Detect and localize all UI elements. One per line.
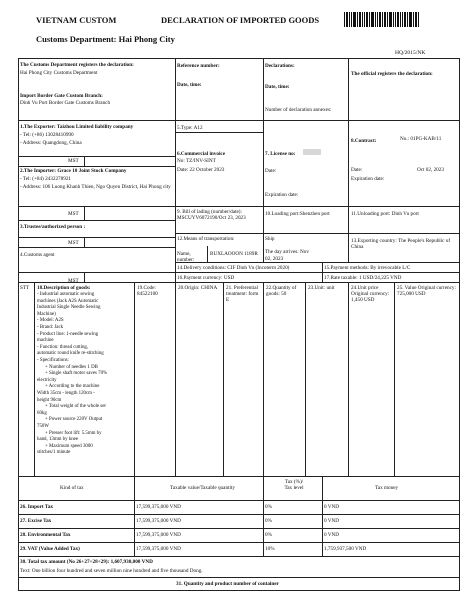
goods-code: 19.Code: 84522100 — [137, 285, 158, 298]
tax-header-rate: Tax (%)/ Tax level — [284, 479, 304, 492]
goods-description-line: machine — [37, 338, 54, 344]
contract-expiration: Expiration date: — [351, 176, 385, 182]
goods-description-line: - Specifications: — [37, 358, 69, 363]
tax-row-kind: 29. VAT (Value Added Tax) — [20, 546, 80, 552]
means-of-transport-label: 12.Means of transportation: — [177, 236, 235, 242]
goods-origin: 20.Origin: CHINA — [178, 285, 218, 291]
importer-tel: - Tel: (+84) 2432278921 — [20, 176, 72, 182]
goods-description-line: machines (Jack A2S Automatic — [37, 298, 99, 304]
ship-name-label: Name, number: — [177, 251, 195, 264]
arrival-label: The day arrives: Nov — [265, 249, 309, 255]
tax-row-divider — [18, 528, 460, 529]
goods-description-line: + Total weight of the whole set — [45, 404, 106, 410]
tax-row-kind: 27. Excise Tax — [20, 518, 52, 524]
tax-row-value: 17,599,375,000 VND — [136, 546, 181, 552]
goods-description-line: 750W — [37, 424, 49, 429]
goods-description-line: - Industrial automatic sewing — [37, 292, 95, 297]
exporting-country: 13.Exporting country: The People's Republic of China — [351, 238, 451, 251]
goods-quantity: 22.Quantity of goods: 50 — [266, 285, 297, 298]
goods-preferential: 21. Preferential treatment: form E — [226, 285, 259, 304]
goods-description-line: + Maximum speed 3000 — [45, 443, 93, 449]
goods-description-line: - Brand: Jack — [37, 325, 64, 330]
registers-value: Hai Phong City Customs Department — [20, 70, 98, 76]
invoice-number: No: TZ/INV-SINT — [177, 158, 216, 164]
bill-of-lading: 9. Bill of lading (number/date): MSCUYV6072190/Oct 23, 2023 — [177, 209, 246, 222]
stt-label: STT — [20, 285, 30, 291]
customs-agent-mst: MST — [68, 278, 79, 284]
goods-description-line: Width 35cm - length 120cm - — [37, 391, 95, 396]
payment-currency: 16.Payment currency: USD — [177, 275, 235, 281]
exporter-tel: - Tel: (+86) 13028410990 — [20, 132, 74, 138]
goods-description-line: + According to the machine — [45, 384, 100, 390]
payment-methods: 15.Payment methods: By irrevocable L/C — [324, 265, 411, 271]
trustee-mst: MST — [68, 240, 79, 246]
importer-address: - Address: 106 Luong Khanh Thien, Ngo Quyen District, Hai Phong city — [20, 184, 171, 190]
goods-description-line: + Single shaft motor saves 70% — [45, 371, 108, 377]
importer-mst: MST — [68, 211, 79, 217]
rate-taxable: 17.Rate taxable: 1 USD/24,225 VND — [324, 275, 402, 281]
exporter-address: - Address: Quangdong, China — [20, 140, 82, 146]
tax-header-money: Tax money — [375, 485, 399, 491]
reference-number: Reference number: — [177, 63, 220, 69]
tax-header-kind: Kind of tax — [60, 485, 84, 491]
tax-row-value: 17,599,375,000 VND — [136, 532, 181, 538]
goods-unit: 23.Unit: unit — [308, 285, 335, 291]
total-tax: 30. Total tax amount (No 26+27+28+29): 1,607,930,000 VND — [20, 559, 153, 565]
license-value-redacted — [303, 149, 321, 155]
loading-port: 10.Loading port:Shenzhen port — [265, 211, 330, 217]
goods-description-line: hand, 13mm by knee — [37, 437, 79, 443]
tax-row-kind: 26. Import Tax — [20, 504, 54, 510]
ship-name-value: BUXLAOOON 1189R — [210, 251, 258, 257]
importer-label: 2.The Importer: Grace 10 Joint Stock Company — [20, 168, 127, 174]
custom-title: VIETNAM CUSTOM — [36, 15, 117, 25]
tax-row-divider — [18, 542, 460, 543]
date-time-1: Date, time: — [177, 82, 202, 88]
tax-row-rate: 0% — [265, 532, 272, 538]
license-date: Date: — [265, 168, 277, 174]
customs-agent-label: 4.Customs agent — [20, 252, 55, 258]
goods-description-line: + Number of needles 1 DB — [45, 364, 98, 370]
goods-description-line: - Model: A2S — [37, 318, 64, 324]
goods-description-line: height 90cm — [37, 397, 62, 403]
description-label: 18.Description of goods: — [37, 285, 91, 291]
goods-description-line: + Presser foot lift: 5.5mm by — [45, 430, 102, 436]
tax-row-kind: 28. Environmental Tax — [20, 532, 71, 538]
unloading-port: 11.Unloading port: Dinh Vu port — [351, 211, 419, 217]
container-quantity: 31. Quantity and product number of container — [176, 581, 279, 587]
goods-description-line: Industrial Single Needle Sewing — [37, 305, 101, 311]
exporter-mst: MST — [68, 158, 79, 164]
license-label: 7. License no: — [265, 151, 296, 157]
registers-label: The Customs Department registers the declaration: — [20, 62, 134, 68]
goods-description-line: stitches/1 minute — [37, 450, 71, 456]
exporter-label: 1.The Exporter: Taizhou Limited liability company — [20, 124, 134, 130]
goods-description-line: automatic round knife re-stitching — [37, 351, 104, 357]
declaration-title: DECLARATION OF IMPORTED GOODS — [161, 15, 320, 25]
barcode-image — [344, 12, 420, 27]
goods-unit-price: 24.Unit price Original currency: 1,450 USD — [351, 285, 390, 304]
import-gate-value: Dinh Vu Port Border Gate Customs Branch — [20, 100, 111, 106]
form-code: HQ/2015/NK — [395, 50, 426, 56]
tax-row-rate: 10% — [265, 546, 275, 552]
import-gate-label: Import Border Gate Custom Branch: — [20, 93, 103, 99]
goods-description-line: - Product line: 1-needle sewing — [37, 331, 99, 337]
tax-row-money: 1,759,937,500 VND — [324, 546, 367, 552]
goods-description-line: Machine) — [37, 311, 56, 317]
goods-value: 25. Value Original currency: 725,000 USD — [397, 285, 456, 298]
license-expiration: Expiration date: — [265, 192, 299, 198]
tax-row-money: 0 VND — [324, 504, 340, 510]
official-registers: The official registers the declaration: — [351, 71, 433, 77]
type-field: 5.Type: A12 — [177, 125, 203, 131]
contract-date-label: Date: — [351, 167, 363, 173]
tax-row-rate: 0% — [265, 504, 272, 510]
invoice-date: Date: 22 October 2023 — [177, 167, 225, 173]
tax-row-money: 0 VND — [324, 518, 340, 524]
tax-row-divider — [18, 514, 460, 515]
goods-description-line: + Power source 220V Output — [45, 417, 103, 423]
tax-row-money: 0 VND — [324, 532, 340, 538]
contract-label: 8.Contract: — [351, 138, 377, 144]
contract-date-value: Oct 02, 2023 — [417, 167, 444, 173]
total-tax-text: Text: One billion four hundred and seven million nine hundred and five thousand Dong. — [20, 568, 203, 574]
number-of-annexes: Number of declaration annexes: — [265, 107, 332, 113]
customs-department: Customs Department: Hai Phong City — [36, 34, 175, 44]
commercial-invoice-label: 6.Commercial invoice — [177, 151, 226, 157]
tax-row-rate: 0% — [265, 518, 272, 524]
tax-row-value: 17,599,375,000 VND — [136, 518, 181, 524]
contract-number: No.: 01PG-KAB/11 — [400, 136, 442, 142]
tax-header-value: Taxable value/Taxable quantity — [170, 485, 235, 491]
trustee-label: 3.Trustee/authorized person : — [20, 224, 86, 230]
goods-description-line: electricity — [37, 377, 57, 383]
tax-row-value: 17,599,375,000 VND — [136, 504, 181, 510]
goods-description-line: - Function: thread cutting, — [37, 344, 89, 350]
means-of-transport-value: Ship — [265, 236, 275, 242]
goods-description-line: 60kg — [37, 410, 47, 416]
date-time-2: Date, time: — [265, 84, 290, 90]
delivery-conditions: 14.Delivery conditions: CIF Dinh Vu (Incoterm 2020) — [177, 265, 290, 271]
arrival-value: 02, 2023 — [265, 256, 284, 262]
declarations-label: Declarations: — [265, 63, 295, 69]
